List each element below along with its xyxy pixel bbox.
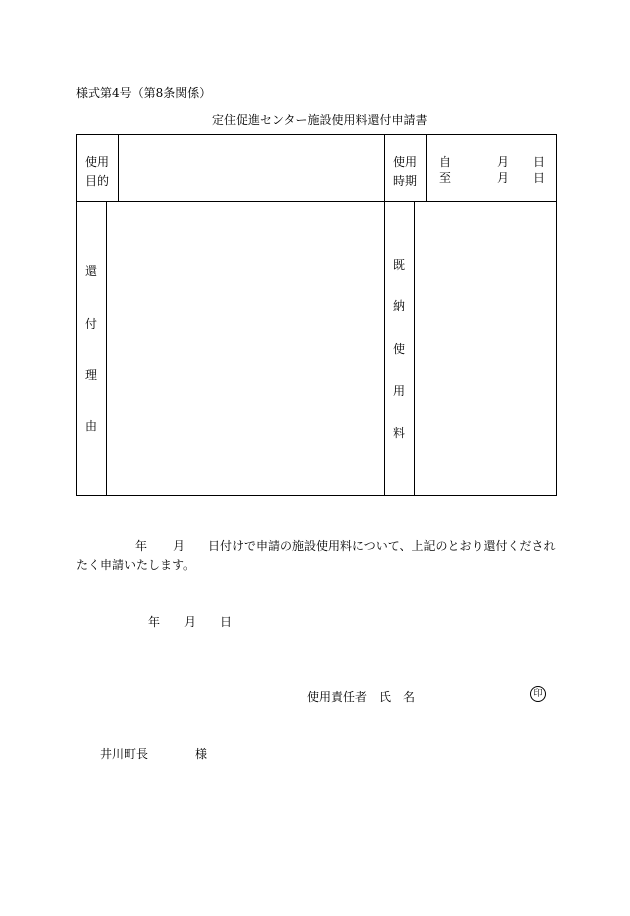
period-label-line2: 時期: [393, 174, 418, 188]
period-to-month: 月: [497, 171, 510, 185]
form-title: 定住促進センター施設使用料還付申請書: [212, 113, 428, 127]
date-month: 月: [184, 615, 197, 629]
body-line1: 日付けで申請の施設使用料について、上記のとおり還付くだされ: [208, 539, 556, 553]
addressee-honorific: 様: [195, 747, 208, 761]
period-from-month: 月: [497, 155, 510, 169]
body-year: 年: [135, 539, 148, 553]
paid-fee-field[interactable]: [415, 202, 556, 495]
body-line2: たく申請いたします。: [76, 558, 196, 572]
period-from-day: 日: [533, 155, 546, 169]
period-to-prefix: 至: [439, 171, 452, 185]
body-month: 月: [173, 539, 186, 553]
date-year: 年: [148, 615, 161, 629]
period-to-day: 日: [533, 171, 546, 185]
purpose-label-line1: 使用: [85, 155, 110, 169]
date-day: 日: [220, 615, 233, 629]
period-label-line1: 使用: [393, 155, 418, 169]
refund-reason-field[interactable]: [107, 202, 384, 495]
applicant-label: 使用責任者 氏 名: [307, 690, 416, 704]
purpose-label-line2: 目的: [85, 174, 110, 188]
period-from-prefix: 自: [439, 155, 452, 169]
form-number: 様式第4号（第8条関係）: [76, 86, 212, 100]
addressee-name: 井川町長: [100, 747, 149, 761]
purpose-field[interactable]: [119, 135, 384, 201]
seal-mark: 印: [530, 686, 546, 702]
